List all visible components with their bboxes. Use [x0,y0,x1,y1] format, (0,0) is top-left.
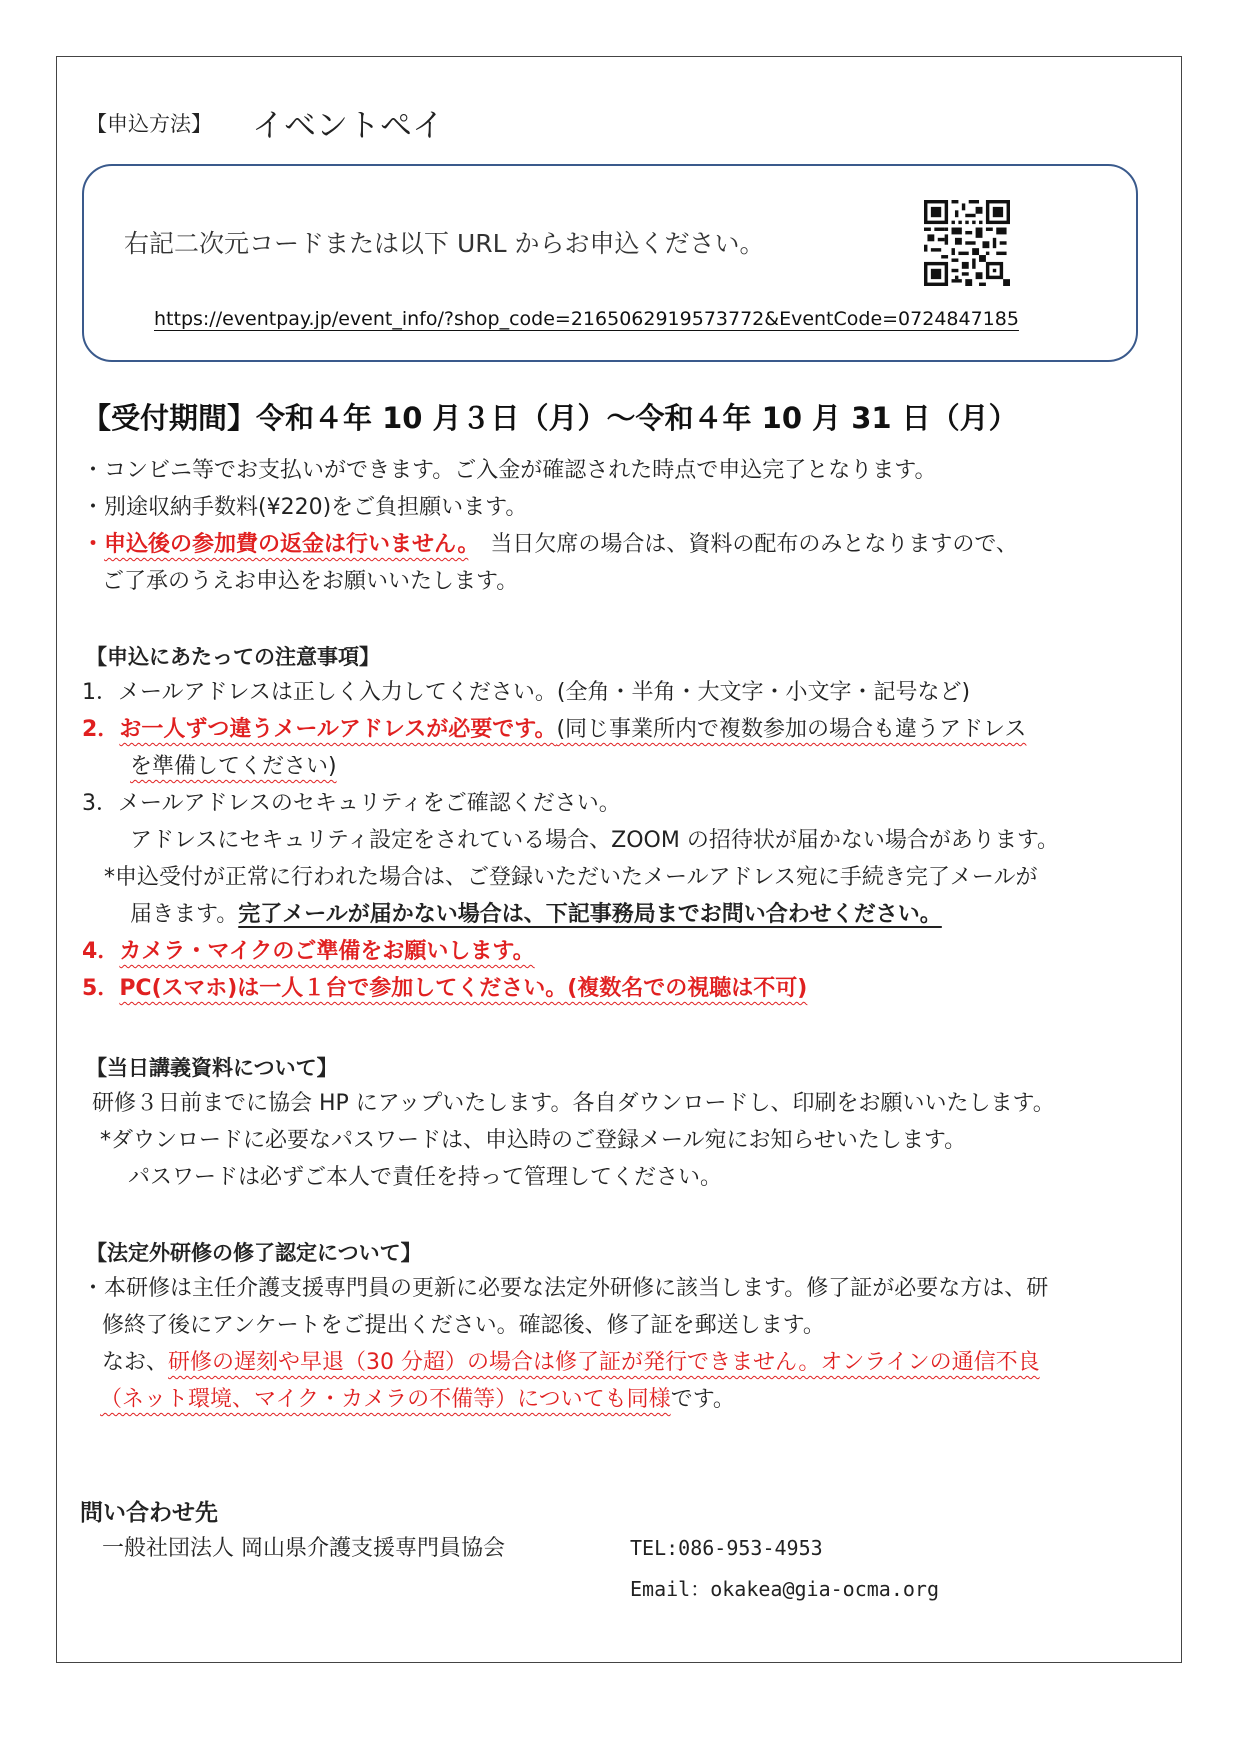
apply-url-link[interactable]: https://eventpay.jp/event_info/?shop_code=2165062919573772&EventCode=0724847185 [154,308,1019,330]
cert-suffix: です。 [670,1387,735,1412]
note2-prefix: 届きます。 [130,902,239,927]
payment-note-3-cont: ご了承のうえお申込をお願いいたします。 [102,569,519,594]
unique-email-warning: お一人ずつ違うメールアドレスが必要です。 [119,717,557,742]
certification-line-3 [102,1348,1040,1378]
precaution-item-3: 3．メールアドレスのセキュリティをご確認ください。 [82,791,621,816]
certification-line-2: 修終了後にアンケートをご提出ください。確認後、修了証を郵送します。 [102,1313,825,1338]
certification-line-4 [100,1385,735,1415]
absence-note: 当日欠席の場合は、資料の配布のみとなりますので、 [468,532,1018,557]
apply-method-value: イベントペイ [252,106,445,144]
camera-mic-warning: カメラ・マイクのご準備をお願いします。 [119,939,535,964]
materials-line-3: パスワードは必ずご本人で責任を持って管理してください。 [128,1165,723,1190]
certification-heading: 【法定外研修の修了認定について】 [86,1241,422,1265]
contact-heading: 問い合わせ先 [80,1500,218,1526]
one-device-warning: PC(スマホ)は一人１台で参加してください。(複数名での視聴は不可) [119,976,808,1001]
qr-code-icon[interactable] [924,200,1010,286]
materials-line-2: *ダウンロードに必要なパスワードは、申込時のご登録メール宛にお知らせいたします。 [100,1128,967,1153]
precautions-heading: 【申込にあたっての注意事項】 [86,645,380,669]
payment-note-2: ・別途収納手数料(¥220)をご負担願います。 [82,495,528,520]
certification-line-1: ・本研修は主任介護支援専門員の更新に必要な法定外研修に該当します。修了証が必要な方は、研 [82,1276,1049,1301]
precaution-item-3-note: *申込受付が正常に行われた場合は、ご登録いただいたメールアドレス宛に手続き完了メールが [104,865,1038,890]
no-refund-warning: 申込後の参加費の返金は行いません。 [104,532,469,557]
precaution-item-3-note2 [130,900,942,930]
precaution-item-2 [82,715,1026,745]
materials-heading: 【当日講義資料について】 [86,1056,338,1080]
contact-org: 一般社団法人 岡山県介護支援専門員協会 [102,1536,505,1561]
apply-method-label: 【申込方法】 [86,112,212,136]
network-warning: （ネット環境、マイク・カメラの不備等）についても同様 [100,1387,671,1412]
materials-line-1: 研修３日前までに協会 HP にアップいたします。各自ダウンロードし、印刷をお願いいたします。 [92,1091,1055,1116]
item-2-rest: (同じ事業所内で複数参加の場合も違うアドレス [556,717,1027,742]
precaution-item-3-sub: アドレスにセキュリティ設定をされている場合、ZOOM の招待状が届かない場合があります。 [130,828,1060,853]
precaution-item-5 [82,974,807,1004]
cert-prefix: なお、 [102,1350,169,1375]
item-4-number: 4． [82,939,120,964]
item-2-number: 2． [82,717,120,742]
payment-note-1: ・コンビニ等でお支払いができます。ご入金が確認された時点で申込完了となります。 [82,458,937,483]
precaution-item-4 [82,937,535,967]
payment-note-3 [82,530,1018,560]
contact-email[interactable]: Email：okakea@gia-ocma.org [630,1577,939,1601]
precaution-item-2-cont: を準備してください) [130,754,337,779]
apply-box-text: 右記二次元コードまたは以下 URL からお申込ください。 [124,229,765,258]
bullet: ・ [82,532,105,557]
no-mail-contact: 完了メールが届かない場合は、下記事務局までお問い合わせください。 [238,902,942,927]
reception-period: 【受付期間】令和４年 10 月３日（月）～令和４年 10 月 31 日（月） [82,401,1018,435]
precaution-item-1: 1．メールアドレスは正しく入力してください。(全角・半角・大文字・小文字・記号など) [82,680,971,705]
late-early-warning: 研修の遅刻や早退（30 分超）の場合は修了証が発行できません。オンラインの通信不良 [168,1350,1040,1375]
contact-tel: TEL:086-953-4953 [630,1536,823,1560]
item-5-number: 5． [82,976,120,1001]
